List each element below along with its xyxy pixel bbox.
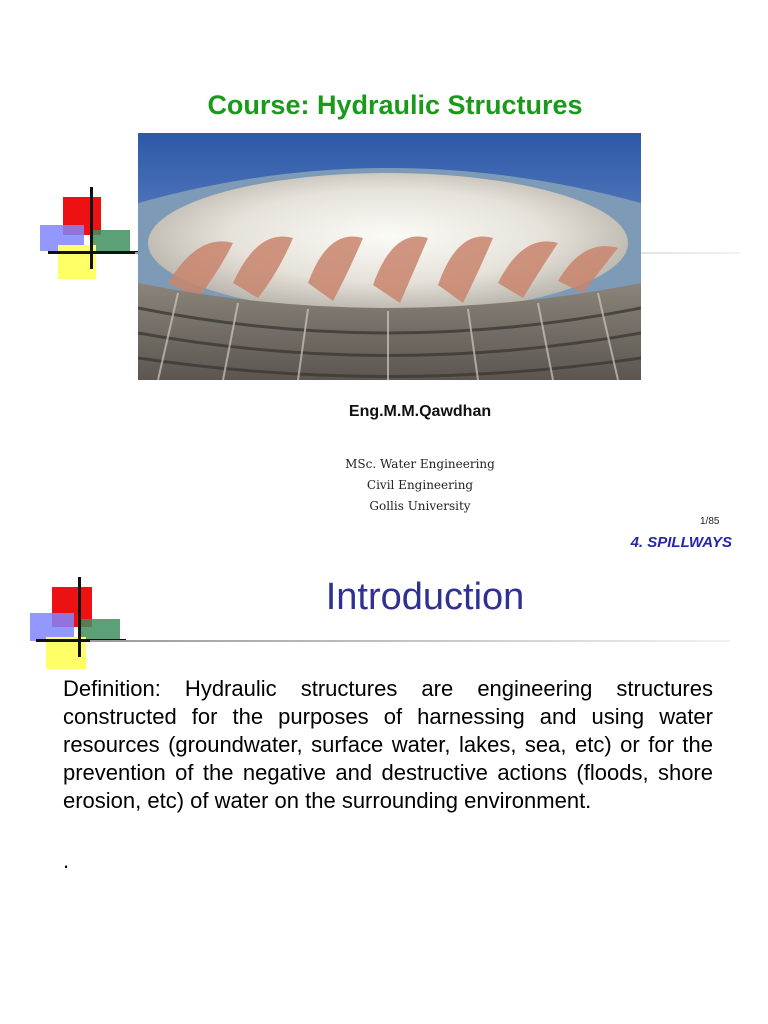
green-square (90, 230, 130, 252)
decorative-squares-logo (28, 577, 128, 677)
intro-rule-line (90, 640, 730, 642)
university-line: Gollis University (369, 499, 471, 513)
introduction-title: Introduction (325, 576, 525, 618)
green-square (80, 619, 120, 641)
decorative-squares-logo (38, 185, 138, 285)
course-title: Course: Hydraulic Structures (207, 90, 583, 120)
definition-paragraph: Definition: Hydraulic structures are engineering structures constructed for the purposes of harnessing and using water resources (groundwater, surface water, lakes, sea, etc) or for the prevention of the negative and destructive actions (floods, shore erosion, etc) of water on the surrounding environment. (63, 676, 713, 813)
chapter-label: 4. SPILLWAYS (630, 534, 732, 551)
author-name: Eng.M.M.Qawdhan (348, 403, 492, 420)
horizontal-black-line (48, 251, 138, 254)
vertical-black-line (90, 187, 93, 269)
degree-line: MSc. Water Engineering (345, 457, 495, 471)
trailing-dot: . (63, 848, 70, 873)
vertical-black-line (78, 577, 81, 657)
dam-spillway-photo (138, 133, 641, 380)
department-line: Civil Engineering (366, 478, 474, 492)
page-number: 1/85 (700, 516, 720, 527)
